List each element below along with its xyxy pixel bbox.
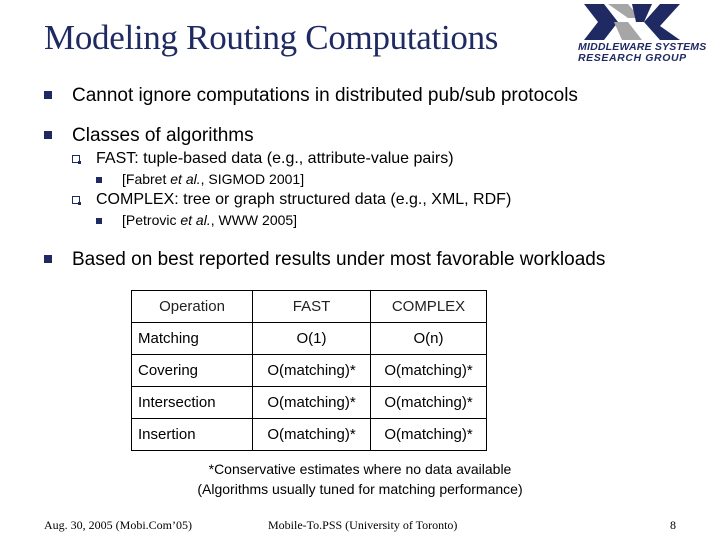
cell-fast: O(matching)* xyxy=(253,387,371,419)
bullet-text: Cannot ignore computations in distributed pub/sub protocols xyxy=(72,85,578,106)
table-header-row xyxy=(132,291,487,323)
square-bullet-icon xyxy=(44,91,52,99)
reference-text xyxy=(122,212,297,228)
reference-prefix: [Petrovic xyxy=(122,212,181,228)
bullet-text: Based on best reported results under most favorable workloads xyxy=(72,249,606,270)
reference-etal: et al. xyxy=(170,171,201,187)
cell-operation: Matching xyxy=(132,323,253,355)
cell-complex: O(matching)* xyxy=(371,419,487,451)
square-bullet-icon xyxy=(44,255,52,263)
footer-date: Aug. 30, 2005 (Mobi.Com’05) xyxy=(44,518,192,532)
cell-operation: Insertion xyxy=(132,419,253,451)
cell-fast: O(1) xyxy=(253,323,371,355)
square-bullet-icon xyxy=(96,177,102,183)
cell-complex: O(matching)* xyxy=(371,387,487,419)
reference-suffix: , SIGMOD 2001] xyxy=(200,171,305,187)
cell-operation: Covering xyxy=(132,355,253,387)
table-row xyxy=(132,419,487,451)
hollow-square-bullet-icon xyxy=(72,155,80,163)
page-number: 8 xyxy=(670,518,676,532)
table-footnote: *Conservative estimates where no data available xyxy=(208,461,512,477)
cell-complex: O(n) xyxy=(371,323,487,355)
table-footnote-2: (Algorithms usually tuned for matching performance) xyxy=(197,481,523,497)
header-complex: COMPLEX xyxy=(371,291,487,323)
table-row xyxy=(132,355,487,387)
cell-fast: O(matching)* xyxy=(253,355,371,387)
header-operation: Operation xyxy=(132,291,253,323)
square-bullet-icon xyxy=(96,218,102,224)
reference-suffix: , WWW 2005] xyxy=(210,212,298,228)
logo-line-1: MIDDLEWARE SYSTEMS xyxy=(578,41,707,53)
group-logo xyxy=(578,4,718,62)
complexity-table xyxy=(131,290,487,451)
subbullet-text: FAST: tuple-based data (e.g., attribute-value pairs) xyxy=(96,150,454,167)
cell-operation: Intersection xyxy=(132,387,253,419)
header-fast: FAST xyxy=(253,291,371,323)
bullet-text: Classes of algorithms xyxy=(72,125,254,146)
square-bullet-icon xyxy=(44,131,52,139)
logo-line-2: RESEARCH GROUP xyxy=(578,52,687,64)
footer-title: Mobile-To.PSS (University of Toronto) xyxy=(268,518,458,532)
logo-mark-icon xyxy=(584,4,680,40)
table-row xyxy=(132,323,487,355)
reference-etal: et al. xyxy=(180,212,211,228)
table-row xyxy=(132,387,487,419)
subbullet-text: COMPLEX: tree or graph structured data (e.g., XML, RDF) xyxy=(96,191,512,208)
cell-complex: O(matching)* xyxy=(371,355,487,387)
hollow-square-bullet-icon xyxy=(72,196,80,204)
reference-text xyxy=(122,171,304,187)
cell-fast: O(matching)* xyxy=(253,419,371,451)
reference-prefix: [Fabret xyxy=(122,171,171,187)
slide-title: Modeling Routing Computations xyxy=(44,18,499,57)
